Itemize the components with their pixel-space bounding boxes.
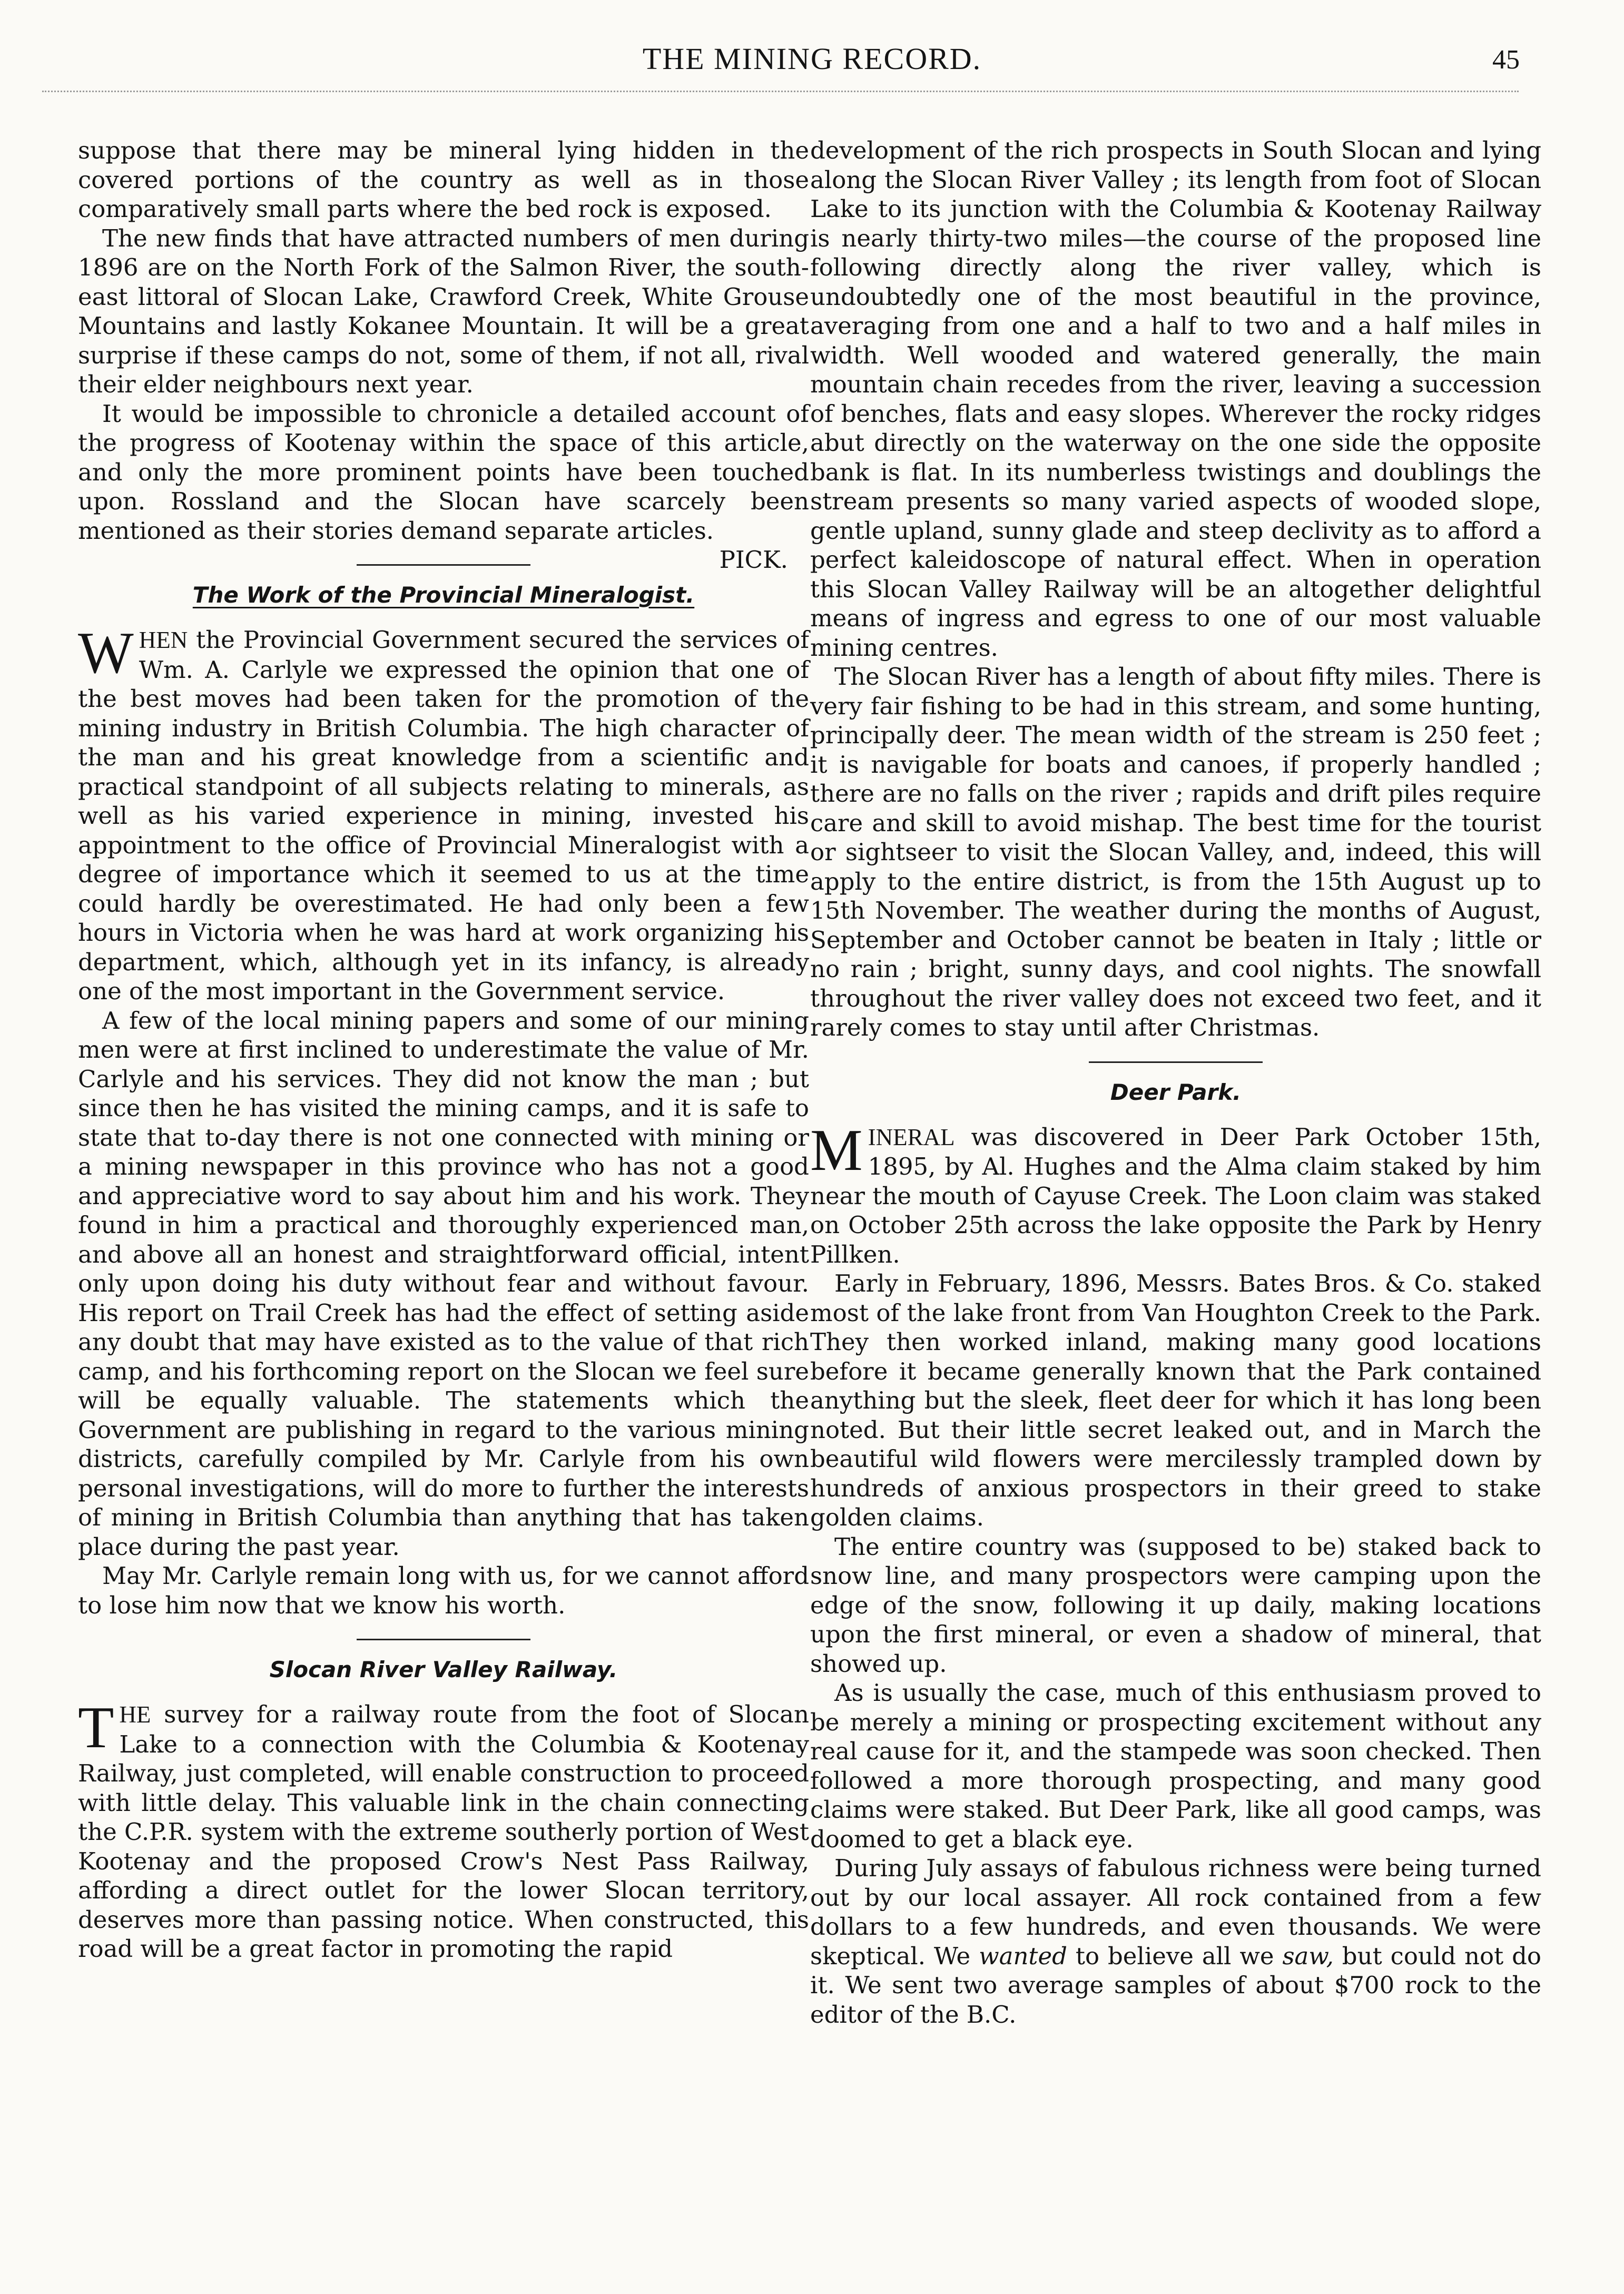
left-column: [78, 136, 809, 1964]
paragraph: Early in February, 1896, Messrs. Bates Bros. & Co. staked most of the lake front from Van Houghton Creek to the Park. They then worked inland, making many good locations before it became generally known that the Park contained anything but the sleek, fleet deer for which it has long been noted. But their little secret leaked out, and in March the beautiful wild flowers were mercilessly trampled down by hundreds of anxious prospectors in their greed to stake golden claims.: [810, 1269, 1541, 1531]
article-heading-mineralogist: The Work of the Provincial Mineralogist.: [192, 582, 695, 608]
article-heading-deer-park: Deer Park.: [1110, 1079, 1242, 1105]
paragraph-text: survey for a railway route from the foot of Slocan Lake to a connection with the Columbia & Kootenay Railway, just completed, will enable construction to proceed with little delay. This valuable link in the chain connecting the C.P.R. system with the extreme southerly portion of West Kootenay and the proposed Crow's Nest Pass Railway, affording a direct outlet for the lower Slocan territory, deserves more than passing notice. When constructed, this road will be a great factor in promoting the rapid: [78, 1700, 809, 1963]
paragraph: suppose that there may be mineral lying hidden in the covered portions of the country as well as in those comparatively small parts where the bed rock is exposed.: [78, 136, 809, 223]
article-heading-railway: Slocan River Valley Railway.: [269, 1657, 618, 1682]
paragraph-text: the Provincial Government secured the services of Wm. A. Carlyle we expressed the opinion that one of the best moves had been taken for the promotion of the mining industry in British Columbia. The high character of the man and his great knowledge from a scientific and practical standpoint of all subjects relating to minerals, as well as his varied experience in mining, invested his appointment to the office of Provincial Mineralogist with a degree of importance which it seemed to us at the time could hardly be overestimated. He had only been a few hours in Victoria when he was hard at work organizing his department, which, although yet in its infancy, is already one of the most important in the Government service.: [78, 626, 809, 1005]
drop-cap: M: [810, 1117, 863, 1183]
paragraph: A few of the local mining papers and some of our mining men were at first inclined to underestimate the value of Mr. Carlyle and his services. They did not know the man ; but since then he has visited the mining camps, and it is safe to state that to-day there is not one connected with mining or a mining newspaper in this province who has not a good and appreciative word to say about him and his work. They found in him a practical and thoroughly experienced man, and above all an honest and straightforward official, intent only upon doing his duty without fear and without favour. His report on Trail Creek has had the effect of setting aside any doubt that may have existed as to the value of that rich camp, and his forthcoming report on the Slocan we feel sure will be equally valuable. The statements which the Government are publishing in regard to the various mining districts, carefully compiled by Mr. Carlyle from his own personal investigations, will do more to further the interests of mining in British Columbia than anything that has taken place during the past year.: [78, 1006, 809, 1561]
section-divider: [1089, 1061, 1263, 1063]
paragraph: May Mr. Carlyle remain long with us, for we cannot afford to lose him now that we know his worth.: [78, 1562, 809, 1619]
page-number: 45: [1492, 45, 1520, 75]
right-column: [810, 136, 1541, 2029]
paragraph: As is usually the case, much of this enthusiasm proved to be merely a mining or prospecting excitement without any real cause for it, and the stampede was soon checked. Then followed a more thorough prospecting, and many good claims were staked. But Deer Park, like all good camps, was doomed to get a black eye.: [810, 1679, 1541, 1853]
paragraph-text: It would be impossible to chronicle a detailed account of the progress of Kootenay within the space of this article, and only the more prominent points have been touched upon. Rossland and the Slocan have scarcely been mentioned as their stories demand separate articles.: [78, 399, 809, 545]
drop-cap: T: [78, 1695, 114, 1760]
paragraph-text: but could not do it. We sent two average samples of about $700 rock to the editor of the B.C.: [810, 1942, 1542, 2029]
paragraph: [78, 621, 809, 1006]
lead-caps: INERAL: [868, 1124, 955, 1150]
paragraph-text: was discovered in Deer Park October 15th, 1895, by Al. Hughes and the Alma claim staked by him near the mouth of Cayuse Creek. The Loon claim was staked on October 25th across the lake opposite the Park by Henry Pillken.: [810, 1123, 1541, 1268]
paragraph: [810, 1854, 1541, 2029]
lead-caps: HE: [119, 1701, 151, 1728]
paragraph: [78, 399, 809, 574]
signature: PICK.: [719, 546, 788, 574]
header-rule: [42, 91, 1519, 92]
paragraph: [78, 1695, 809, 1964]
lead-caps: HEN: [139, 627, 188, 653]
section-divider: [357, 1639, 530, 1640]
paragraph-text: to believe all we: [1067, 1942, 1283, 1970]
paragraph: The entire country was (supposed to be) staked back to snow line, and many prospectors were camping upon the edge of the snow, following it up daily, making locations upon the first mineral, or even a shadow of mineral, that showed up.: [810, 1532, 1541, 1678]
drop-cap: W: [78, 621, 134, 686]
running-header-title: THE MINING RECORD.: [642, 42, 982, 76]
emphasis-wanted: wanted: [979, 1942, 1067, 1970]
paragraph: development of the rich prospects in South Slocan and lying along the Slocan River Valley ; its length from foot of Slocan Lake to its junction with the Columbia & Kootenay Railway is nearly thirty-two miles—the course of the proposed line following directly along the river valley, which is undoubtedly one of the most beautiful in the province, averaging from one and a half to two and a half miles in width. Well wooded and watered generally, the main mountain chain recedes from the river, leaving a succession of benches, flats and easy slopes. Wherever the rocky ridges abut directly on the waterway on the one side the opposite bank is flat. In its numberless twistings and doublings the stream presents so many varied aspects of wooded slope, gentle upland, sunny glade and steep declivity as to afford a perfect kaleidoscope of natural effect. When in operation this Slocan Valley Railway will be an altogether delightful means of ingress and egress to one of our most valuable mining centres.: [810, 136, 1541, 662]
paragraph: [810, 1117, 1541, 1269]
paragraph: The new finds that have attracted numbers of men during 1896 are on the North Fork of the Salmon River, the south-east littoral of Slocan Lake, Crawford Creek, White Grouse Mountains and lastly Kokanee Mountain. It will be a great surprise if these camps do not, some of them, if not all, rival their elder neighbours next year.: [78, 224, 809, 398]
paragraph-text: During July assays of fabulous richness were being turned out by our local assayer. All rock contained from a few dollars to a few hundreds, and even thousands. We were skeptical. We: [810, 1854, 1541, 1970]
emphasis-saw: saw,: [1282, 1942, 1334, 1970]
paragraph: The Slocan River has a length of about fifty miles. There is very fair fishing to be had in this stream, and some hunting, principally deer. The mean width of the stream is 250 feet ; it is navigable for boats and canoes, if properly handled ; there are no falls on the river ; rapids and drift piles require care and skill to avoid mishap. The best time for the tourist or sightseer to visit the Slocan Valley, and, indeed, this will apply to the entire district, is from the 15th August up to 15th November. The weather during the months of August, September and October cannot be beaten in Italy ; little or no rain ; bright, sunny days, and cool nights. The snowfall throughout the river valley does not exceed two feet, and it rarely comes to stay until after Christmas.: [810, 663, 1541, 1041]
section-divider: [357, 564, 530, 566]
